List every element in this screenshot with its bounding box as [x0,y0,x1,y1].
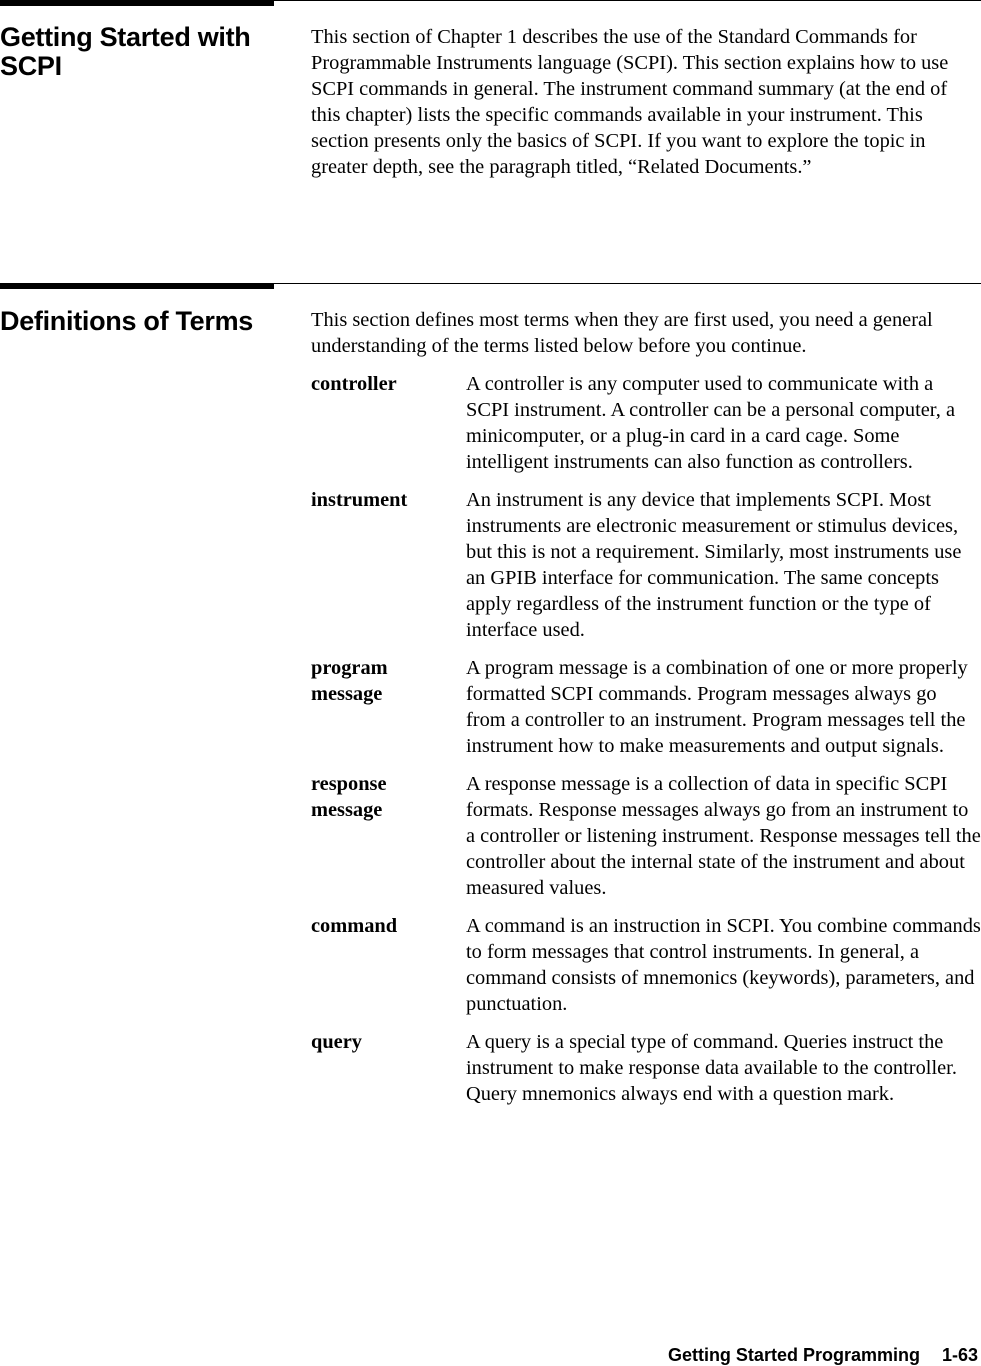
term-line: command [311,915,398,937]
term-definition: A program message is a combination of one or more properly formatted SCPI commands. Program messages always go from a controller to an instrument. Program messages tell the instrument how to make measurements and output signals. [466,657,968,757]
definition-row [311,771,981,901]
term-line: program [311,657,388,679]
section-rule-thin-1 [274,0,981,1]
term-definition: A controller is any computer used to communicate with a SCPI instrument. A controller can be a personal computer, a minicomputer, or a plug-in card in a card cage. Some intelligent instruments can also function as controllers. [466,373,956,473]
footer-page-number: 1-63 [941,1345,978,1365]
definitions-list [311,371,981,1119]
section-rule-thin-2 [274,283,981,284]
term-definition: An instrument is any device that implements SCPI. Most instruments are electronic measurement or stimulus devices, but this is not a requirement. Similarly, most instruments use an GPIB interface for communication. The same concepts apply regardless of the instrument function or the type of interface used. [466,489,962,641]
definition-row [311,1029,981,1107]
term-definition: A response message is a collection of data in specific SCPI formats. Response messages always go from an instrument to a controller or listening instrument. Response messages tell the controller about the internal state of the instrument and about measured values. [466,773,981,899]
page-footer [668,1344,978,1366]
definition-row [311,655,981,759]
term-line: response [311,773,387,795]
term-definition: A query is a special type of command. Queries instruct the instrument to make response data available to the controller. Query mnemonics always end with a question mark. [466,1031,957,1105]
term-label [311,771,466,901]
term-label [311,371,466,475]
term-label [311,913,466,1017]
section-rule-thick-2 [0,283,274,289]
term-line: message [311,683,383,705]
term-line: instrument [311,489,408,511]
footer-chapter-title: Getting Started Programming [667,1345,920,1365]
getting-started-intro: This section of Chapter 1 describes the use of the Standard Commands for Programmable Instruments language (SCPI). This section explains how to use SCPI commands in general. The instrument command summary (at the end of this chapter) lists the specific commands available in your instrument. This section presents only the basics of SCPI. If you want to explore the topic in greater depth, see the paragraph titled, “Related Documents.” [311,26,949,178]
term-label [311,487,466,643]
term-line: controller [311,373,397,395]
section-rule-thick-1 [0,0,274,6]
definitions-intro: This section defines most terms when they are first used, you need a general understanding of the terms listed below before you continue. [311,309,933,357]
definition-row [311,487,981,643]
term-line: query [311,1031,362,1053]
term-label [311,655,466,759]
term-definition: A command is an instruction in SCPI. You combine commands to form messages that control instruments. In general, a command consists of mnemonics (keywords), parameters, and punctuation. [466,915,981,1015]
term-label [311,1029,466,1107]
section-heading-definitions: Definitions of Terms [0,306,254,336]
definition-row [311,371,981,475]
definition-row [311,913,981,1017]
term-line: message [311,799,383,821]
section-heading-getting-started: Getting Started with SCPI [0,22,251,81]
